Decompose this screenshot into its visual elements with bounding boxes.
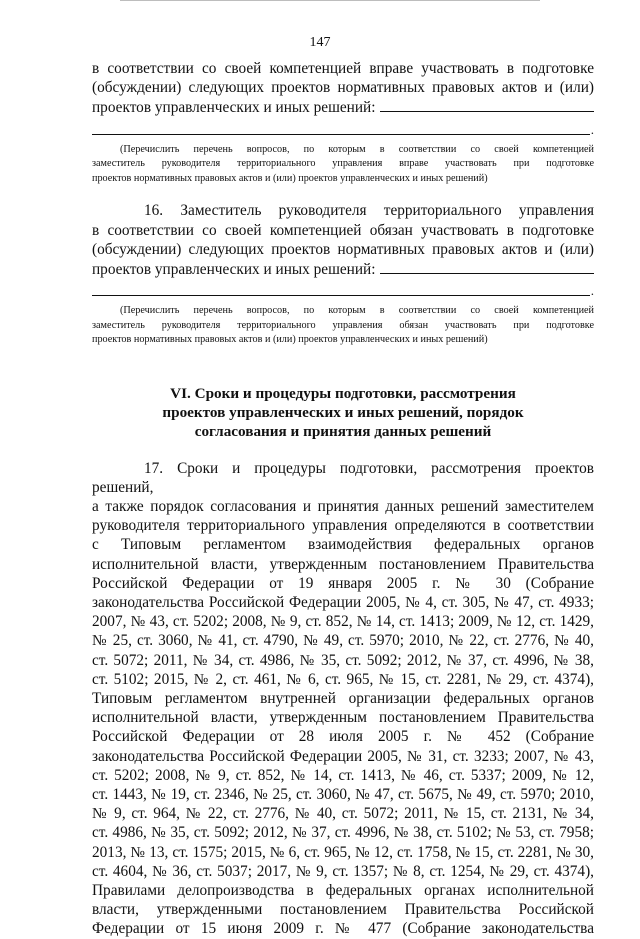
- end-mark: .: [590, 283, 594, 299]
- text-line: № 9, ст. 964, № 22, ст. 2776, № 40, ст. 5072; 2011, № 15, ст. 2131, № 34,: [92, 805, 594, 823]
- fill-in-blank[interactable]: [380, 97, 594, 112]
- fill-in-label: проектов управленческих и иных решений:: [92, 99, 376, 117]
- text-line: исполнительной власти, утвержденным постановлением Правительства: [92, 555, 594, 573]
- text-line: (обсуждении) следующих проектов нормативных правовых актов и (или): [92, 240, 594, 258]
- end-mark: .: [590, 121, 594, 137]
- hint-line: (Перечислить перечень вопросов, по которым в соответствии со своей компетенцией: [120, 305, 594, 317]
- text-line: Правилами делопроизводства в федеральных органах исполнительной: [92, 882, 594, 900]
- footnote-hint: [92, 143, 594, 187]
- scan-edge-line: [120, 0, 540, 1]
- text-line: (обсуждении) следующих проектов нормативных правовых актов и (или): [92, 79, 594, 97]
- text-line: Российской Федерации от 19 января 2005 г. № 30 (Собрание: [92, 574, 594, 592]
- document-body: [92, 59, 594, 939]
- section-title-line: проектов управленческих и иных решений, порядок: [162, 404, 524, 422]
- text-line: 16. Заместитель руководителя территориального управления: [144, 202, 594, 220]
- fill-in-full-line[interactable]: [92, 283, 594, 299]
- text-line: 2013, № 13, ст. 1575; 2015, № 6, ст. 965, № 12, ст. 1758, № 15, ст. 2281, № 30,: [92, 843, 594, 861]
- text-line: в соответствии со своей компетенцией вправе участвовать в подготовке: [92, 60, 594, 77]
- hint-line: проектов нормативных правовых актов и (или) проектов управленческих и иных решений): [92, 172, 488, 184]
- text-line: законодательства Российской Федерации 2005, № 31, ст. 3233; 2007, № 43,: [92, 747, 594, 765]
- fill-in-label: проектов управленческих и иных решений:: [92, 261, 376, 278]
- hint-line: заместитель руководителя территориального управления обязан участвовать при подготовке: [92, 319, 594, 331]
- text-line: Российской Федерации от 28 июля 2005 г. № 452 (Собрание: [92, 728, 594, 746]
- fill-in-full-line[interactable]: [92, 123, 594, 135]
- text-line: исполнительной власти, утвержденным постановлением Правительства: [92, 709, 594, 727]
- text-line: ст. 4986, № 35, ст. 5092; 2012, № 37, ст. 4996, № 38, ст. 5102; № 53, ст. 7958;: [92, 824, 594, 842]
- text-line: Типовым регламентом внутренней организации федеральных органов: [92, 690, 594, 708]
- section-title-line: VI. Сроки и процедуры подготовки, рассмотрения: [170, 384, 516, 402]
- text-line: ст. 5072; 2011, № 34, ст. 4986, № 35, ст. 5092; 2012, № 37, ст. 4996, № 38,: [92, 651, 594, 669]
- text-line: ст. 5102; 2015, № 2, ст. 461, № 6, ст. 965, № 15, ст. 2281, № 29, ст. 4374),: [92, 670, 594, 688]
- text-line: в соответствии со своей компетенцией обязан участвовать в подготовке: [92, 221, 594, 239]
- text-line: ст. 5202; 2008, № 9, ст. 852, № 14, ст. 1413, № 46, ст. 5337; 2009, № 12,: [92, 766, 594, 784]
- text-line: руководителя территориального управления определяются в соответствии: [92, 517, 594, 535]
- blank-underline: [92, 134, 590, 135]
- hint-line: (Перечислить перечень вопросов, по которым в соответствии со своей компетенцией: [120, 143, 594, 155]
- fill-in-row: [92, 259, 594, 279]
- fill-in-blank[interactable]: [380, 259, 594, 274]
- section-title: [92, 384, 594, 442]
- page-number: 147: [309, 35, 331, 50]
- fill-in-row: [92, 97, 594, 117]
- hint-line: заместитель руководителя территориального управления вправе участвовать при подготовке: [92, 158, 594, 170]
- hint-line: проектов нормативных правовых актов и (или) проектов управленческих и иных решений): [92, 334, 488, 346]
- clause-16: [92, 201, 594, 299]
- text-line: власти, утвержденными постановлением Правительства Российской: [92, 901, 594, 919]
- text-line: ст. 1443, № 19, ст. 2346, № 25, ст. 3060, № 47, ст. 5675, № 49, ст. 5970; 2010,: [92, 786, 594, 804]
- section-title-line: согласования и принятия данных решений: [194, 423, 492, 441]
- text-line: а также порядок согласования и принятия данных решений заместителем: [92, 498, 594, 515]
- text-line: № 25, ст. 3060, № 41, ст. 4790, № 49, ст. 5970; 2010, № 22, ст. 2776, № 40,: [92, 632, 594, 650]
- intro-paragraph: [92, 59, 594, 135]
- clause-17: [92, 459, 594, 939]
- text-line: ст. 4604, № 36, ст. 5037; 2017, № 9, ст. 1357; № 8, ст. 1254, № 29, ст. 4374),: [92, 862, 594, 880]
- blank-underline: [92, 295, 590, 296]
- text-line: с Типовым регламентом взаимодействия федеральных органов: [92, 536, 594, 554]
- text-line: 17. Сроки и процедуры подготовки, рассмотрения проектов решений,: [92, 459, 594, 496]
- text-line: Федерации от 15 июня 2009 г. № 477 (Собрание законодательства: [92, 920, 594, 938]
- footnote-hint: [92, 304, 594, 348]
- text-line: законодательства Российской Федерации 2005, № 4, ст. 305, № 47, ст. 4933;: [92, 594, 594, 612]
- text-line: 2007, № 43, ст. 5202; 2008, № 9, ст. 852, № 14, ст. 1413; 2009, № 12, ст. 1429,: [92, 613, 594, 631]
